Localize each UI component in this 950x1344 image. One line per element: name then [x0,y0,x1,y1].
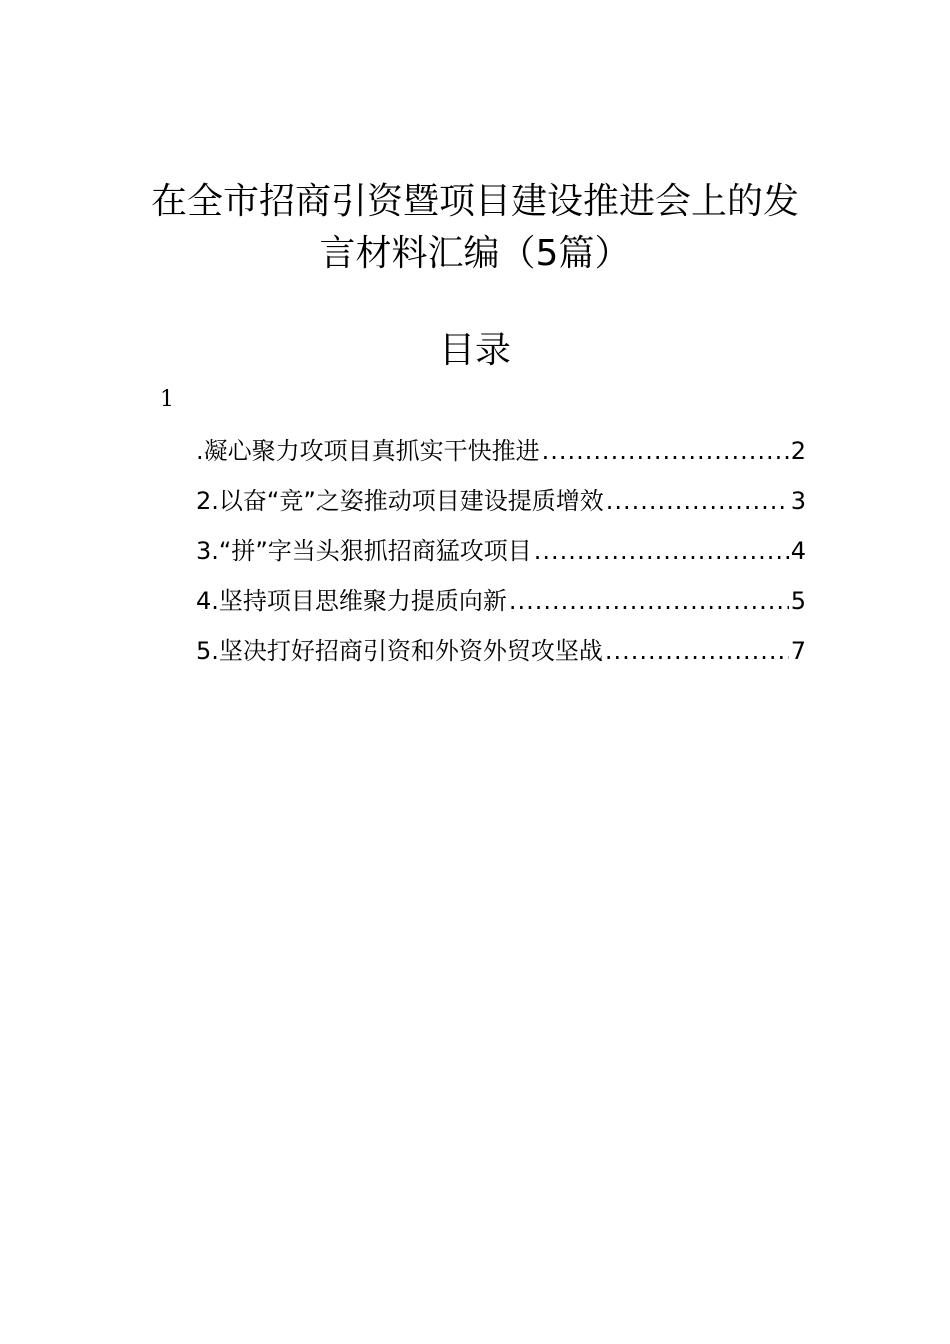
toc-dot-leader [605,626,789,676]
toc-entry-3[interactable] [196,526,806,576]
toc-entry-label: .凝心聚力攻项目真抓实干快推进 [196,437,540,465]
toc-entry-5[interactable] [196,626,806,676]
document-title-line-2: 言材料汇编（5篇） [319,233,631,274]
toc-entry-4[interactable] [196,576,806,626]
toc-dot-leader [606,476,789,526]
toc-entry-1[interactable] [196,426,806,476]
toc-entry-label: 5.坚决打好招商引资和外资外贸攻坚战 [196,637,603,665]
toc-entry-label: 4.坚持项目思维聚力提质向新 [196,587,507,615]
toc-entry-label: 3.“拼”字当头狠抓招商猛攻项目 [196,537,532,565]
document-title-line-1: 在全市招商引资暨项目建设推进会上的发 [150,181,799,222]
table-of-contents [196,426,806,676]
toc-entry-page: 4 [790,537,806,565]
toc-dot-leader [509,576,789,626]
toc-entry-label: 2.以奋“竞”之姿推动项目建设提质增效 [196,487,604,515]
toc-entry-page: 7 [790,637,806,665]
stray-number: 1 [160,387,174,412]
toc-dot-leader [534,526,789,576]
toc-dot-leader [542,426,789,476]
toc-entry-2[interactable] [196,476,806,526]
toc-heading: 目录 [438,330,511,371]
toc-entry-page: 5 [790,587,806,615]
document-title [140,176,810,280]
toc-entry-page: 2 [790,437,806,465]
toc-entry-page: 3 [790,487,806,515]
